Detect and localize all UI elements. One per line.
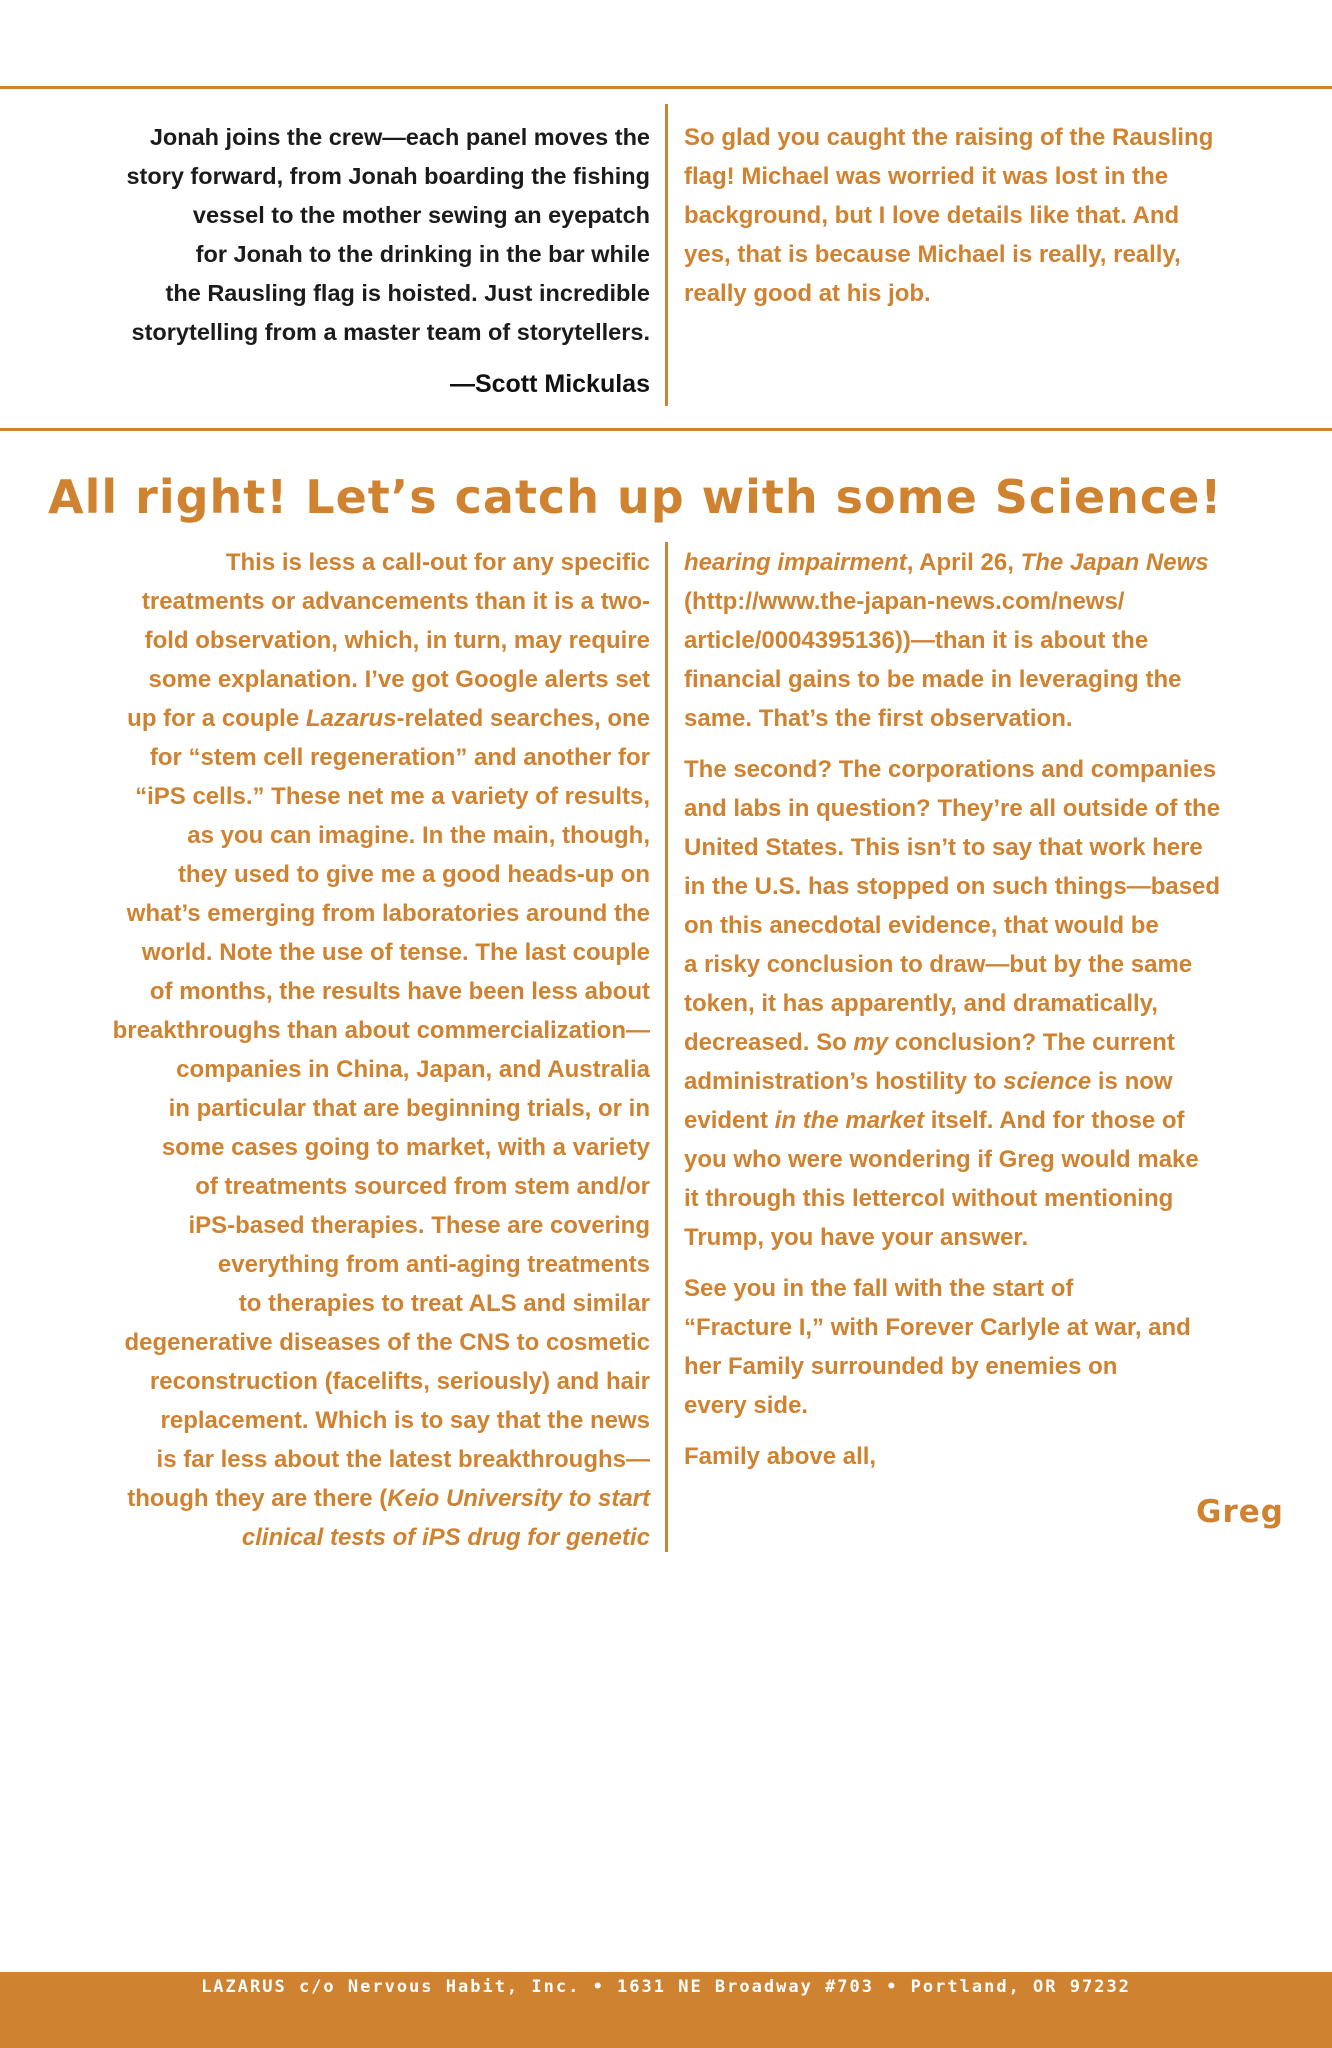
text-line: to therapies to treat ALS and similar (238, 1290, 650, 1317)
text-line: in the U.S. has stopped on such things—based (684, 873, 1221, 900)
reply-line: background, but I love details like that. And (684, 202, 1180, 229)
text-line (48, 1518, 650, 1557)
text-line: article/0004395136))—than it is about the (684, 627, 1149, 654)
science-column-divider (665, 542, 668, 1552)
text-line: (http://www.the-japan-news.com/news/ (684, 588, 1125, 615)
science-column-right (684, 543, 1284, 1486)
text-run: administration’s hostility to (684, 1068, 1004, 1095)
text-line: world. Note the use of tense. The last couple (141, 939, 650, 966)
text-run: is now (1091, 1068, 1173, 1095)
text-line: companies in China, Japan, and Australia (176, 1056, 650, 1083)
letter-line: the Rausling flag is hoisted. Just incredible (165, 280, 650, 306)
text-run: , April 26, (906, 549, 1021, 576)
text-run: itself. And for those of (924, 1107, 1185, 1134)
text-line: See you in the fall with the start of (684, 1275, 1074, 1302)
text-line: United States. This isn’t to say that work here (684, 834, 1203, 861)
text-line: on this anecdotal evidence, that would be (684, 912, 1159, 939)
text-line: This is less a call-out for any specific (225, 549, 650, 576)
text-line: “iPS cells.” These net me a variety of results, (135, 783, 650, 810)
reader-letter (60, 118, 650, 352)
closing-line: Family above all, (684, 1443, 877, 1470)
text-line: every side. (684, 1392, 809, 1419)
text-line: breakthroughs than about commercialization— (112, 1017, 650, 1044)
reply-line: yes, that is because Michael is really, really, (684, 241, 1181, 268)
text-line: treatments or advancements than it is a two- (141, 588, 650, 615)
text-run: though they are there ( (127, 1485, 388, 1512)
text-line (684, 543, 1284, 582)
emphasis-italic: in the market (774, 1107, 925, 1134)
letter-line: Jonah joins the crew—each panel moves the (149, 124, 650, 150)
title-italic: Lazarus (305, 705, 397, 732)
text-line: The second? The corporations and companies (684, 756, 1217, 783)
reply-line: flag! Michael was worried it was lost in the (684, 163, 1169, 190)
editor-signoff: Greg (1196, 1494, 1284, 1530)
text-line (684, 1101, 1284, 1140)
paragraph (684, 543, 1284, 738)
letter-signature: —Scott Mickulas (449, 370, 650, 398)
publication-italic: The Japan News (1020, 549, 1209, 576)
text-line: everything from anti-aging treatments (217, 1251, 650, 1278)
text-line (684, 1023, 1284, 1062)
section-divider (0, 428, 1332, 431)
citation-italic: hearing impairment (684, 549, 907, 576)
text-line: of months, the results have been less about (149, 978, 650, 1005)
text-line: replacement. Which is to say that the news (160, 1407, 650, 1434)
text-line: “Fracture I,” with Forever Carlyle at war, and (684, 1314, 1191, 1341)
text-line: as you can imagine. In the main, though, (187, 822, 650, 849)
text-line: and labs in question? They’re all outside of the (684, 795, 1221, 822)
text-line: iPS-based therapies. These are covering (188, 1212, 650, 1239)
letter-column-divider (665, 104, 668, 406)
text-run: up for a couple (127, 705, 306, 732)
text-run: decreased. So (684, 1029, 854, 1056)
text-line: you who were wondering if Greg would make (684, 1146, 1199, 1173)
emphasis-italic: my (853, 1029, 889, 1056)
text-line: Trump, you have your answer. (684, 1224, 1029, 1251)
letter-line: storytelling from a master team of storytellers. (131, 319, 650, 345)
text-line: degenerative diseases of the CNS to cosmetic (124, 1329, 650, 1356)
text-line: reconstruction (facelifts, seriously) and hair (149, 1368, 650, 1395)
text-run: conclusion? The current (888, 1029, 1175, 1056)
emphasis-italic: science (1003, 1068, 1092, 1095)
mailing-address: LAZARUS c/o Nervous Habit, Inc. • 1631 NE Broadway #703 • Portland, OR 97232 (201, 1977, 1131, 1997)
text-line: some explanation. I’ve got Google alerts set (148, 666, 650, 693)
editor-reply (684, 118, 1284, 313)
citation-italic: clinical tests of iPS drug for genetic (241, 1524, 650, 1551)
text-line (48, 1479, 650, 1518)
paragraph (684, 750, 1284, 1257)
science-column-left (48, 543, 650, 1557)
text-line: they used to give me a good heads-up on (177, 861, 650, 888)
text-line: financial gains to be made in leveraging the (684, 666, 1182, 693)
text-line: of treatments sourced from stem and/or (195, 1173, 650, 1200)
citation-italic: Keio University to start (387, 1485, 650, 1512)
text-line: fold observation, which, in turn, may require (144, 627, 650, 654)
text-line: same. That’s the first observation. (684, 705, 1073, 732)
text-line: token, it has apparently, and dramatically, (684, 990, 1158, 1017)
text-line (48, 699, 650, 738)
text-line: is far less about the latest breakthroughs— (156, 1446, 650, 1473)
text-line (684, 1062, 1284, 1101)
paragraph (684, 1269, 1284, 1425)
letter-line: vessel to the mother sewing an eyepatch (192, 202, 650, 228)
top-divider (0, 86, 1332, 89)
text-run: -related searches, one (396, 705, 650, 732)
text-line: in particular that are beginning trials, or in (168, 1095, 650, 1122)
text-line: it through this lettercol without mentioning (684, 1185, 1174, 1212)
text-line: a risky conclusion to draw—but by the same (684, 951, 1193, 978)
text-line: some cases going to market, with a variety (161, 1134, 650, 1161)
text-run: evident (684, 1107, 775, 1134)
letter-line: for Jonah to the drinking in the bar while (195, 241, 650, 267)
text-line: for “stem cell regeneration” and another for (149, 744, 650, 771)
reply-line: really good at his job. (684, 280, 931, 307)
text-line: what’s emerging from laboratories around the (126, 900, 650, 927)
text-line: her Family surrounded by enemies on (684, 1353, 1118, 1380)
section-title: All right! Let’s catch up with some Science! (48, 470, 1223, 524)
reply-line: So glad you caught the raising of the Rausling (684, 124, 1214, 151)
letter-line: story forward, from Jonah boarding the fishing (126, 163, 650, 189)
